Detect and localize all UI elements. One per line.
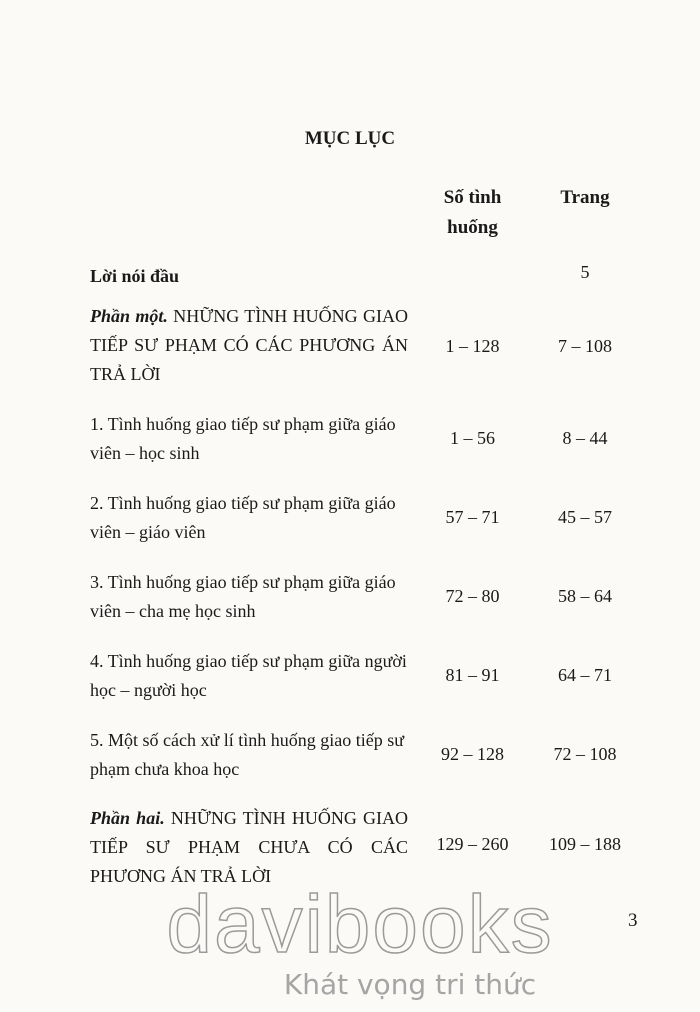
toc-entry	[90, 489, 650, 549]
toc-entry-text: 4. Tình huống giao tiếp sư phạm giữa người học – người học	[90, 651, 407, 700]
toc-entry-text: 1. Tình huống giao tiếp sư phạm giữa giáo viên – học sinh	[90, 414, 396, 463]
column-header-cases-line1: Số tình	[443, 187, 502, 208]
toc-entry-page: 109 – 188	[549, 834, 621, 854]
toc-entry-cases: 57 – 71	[445, 507, 500, 527]
toc-entry-page: 58 – 64	[558, 586, 612, 606]
toc-entry-cases: 1 – 56	[450, 428, 495, 448]
toc-entry-text	[90, 804, 408, 891]
toc-entry-text: 5. Một số cách xử lí tình huống giao tiếp sư phạm chưa khoa học	[90, 730, 404, 779]
toc-entry-title: NHỮNG TÌNH HUỐNG GIAO TIẾP SƯ PHẠM CÓ CÁC PHƯƠNG ÁN TRẢ LỜI	[90, 306, 408, 384]
column-header-cases	[425, 183, 520, 243]
toc-entry	[90, 302, 650, 392]
column-header-page: Trang	[560, 187, 610, 208]
toc-entry	[90, 410, 650, 470]
toc-entry-page: 64 – 71	[558, 665, 612, 685]
toc-entry-text: 2. Tình huống giao tiếp sư phạm giữa giáo viên – giáo viên	[90, 493, 396, 542]
toc-entry-page: 45 – 57	[558, 507, 612, 527]
toc-entry-page: 5	[580, 262, 590, 282]
toc-entry-cases: 129 – 260	[436, 834, 509, 854]
watermark-tagline: Khát vọng tri thức	[283, 968, 537, 1001]
toc-entry-page: 8 – 44	[562, 428, 608, 448]
watermark-brand: davibooks	[166, 879, 554, 970]
page-number: 3	[628, 910, 638, 931]
toc-entry	[90, 568, 650, 628]
toc-entry-text	[90, 302, 408, 389]
page-title: MỤC LỤC	[304, 128, 396, 149]
toc-entry-lead: Phần hai.	[90, 808, 165, 828]
toc-entry	[90, 647, 650, 707]
toc-entry	[90, 262, 650, 292]
toc-entry-lead: Phần một.	[90, 306, 168, 326]
toc-entry-cases: 72 – 80	[445, 586, 500, 606]
toc-entry-cases: 92 – 128	[441, 744, 504, 764]
toc-entry-title: NHỮNG TÌNH HUỐNG GIAO TIẾP SƯ PHẠM CHƯA CÓ CÁC PHƯƠNG ÁN TRẢ LỜI	[90, 808, 408, 886]
column-header-cases-line2: huống	[447, 217, 498, 238]
toc-entry-page: 7 – 108	[558, 336, 612, 356]
toc-entry	[90, 726, 650, 786]
toc-entry-cases: 1 – 128	[445, 336, 500, 356]
toc-entry-text: 3. Tình huống giao tiếp sư phạm giữa giáo viên – cha mẹ học sinh	[90, 572, 396, 621]
toc-entry-cases: 81 – 91	[445, 665, 500, 685]
toc-entry-text: Lời nói đầu	[90, 266, 180, 286]
toc-entry-page: 72 – 108	[553, 744, 617, 764]
